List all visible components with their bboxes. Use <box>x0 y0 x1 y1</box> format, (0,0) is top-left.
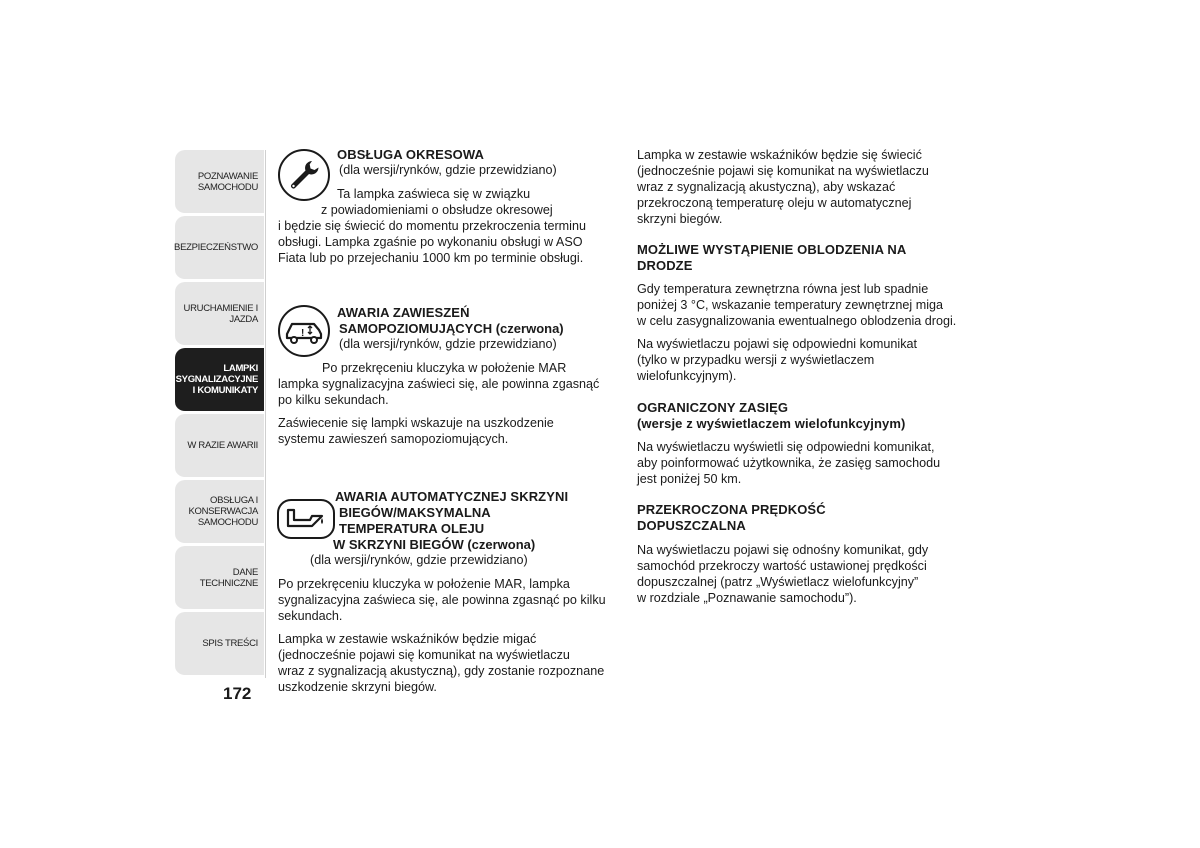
body-line: sygnalizacyjna zaświeca się, ale powinna zgasnąć po kilku <box>278 593 606 607</box>
body-line: wraz z sygnalizacją akustyczną), gdy zostanie rozpoznane <box>278 664 605 678</box>
tab-lampki-sygnalizacyjne[interactable] <box>175 348 264 412</box>
tab-label-line: URUCHAMIENIE I <box>183 302 258 314</box>
body-line: Ta lampka zaświeca się w związku <box>337 187 531 201</box>
tab-dane-techniczne[interactable] <box>175 546 264 610</box>
tab-bezpieczenstwo[interactable] <box>175 216 264 280</box>
body-line: Fiata lub po przejechaniu 1000 km po terminie obsługi. <box>278 251 584 265</box>
tab-label-line: SAMOCHODU <box>197 517 258 528</box>
body-line: Po przekręceniu kluczyka w położenie MAR, lampka <box>278 577 570 591</box>
body-line: z powiadomieniami o obsłudze okresowej <box>321 203 553 217</box>
section-subtitle: (dla wersji/rynków, gdzie przewidziano) <box>339 337 557 351</box>
body-line: Na wyświetlaczu pojawi się odnośny komunikat, gdy <box>637 543 929 557</box>
section-title: SAMOPOZIOMUJĄCYCH (czerwona) <box>339 321 564 336</box>
tab-label-line: BEZPIECZEŃSTWO <box>174 242 258 253</box>
body-line: Lampka w zestawie wskaźników będzie się świecić <box>637 148 922 162</box>
section-title: TEMPERATURA OLEJU <box>339 521 485 536</box>
body-line: skrzyni biegów. <box>637 212 723 226</box>
tab-label-line: OBSŁUGA I <box>210 495 258 506</box>
tab-label-line: SPIS TREŚCI <box>202 638 258 649</box>
body-line: i będzie się świecić do momentu przekroczenia terminu <box>278 219 586 233</box>
tab-label-line: DANE TECHNICZNE <box>199 566 258 589</box>
body-line: Zaświecenie się lampki wskazuje na uszkodzenie <box>278 416 554 430</box>
section-subtitle: (dla wersji/rynków, gdzie przewidziano) <box>339 163 557 177</box>
body-line: samochód przekroczy wartość ustawionej prędkości <box>637 559 927 573</box>
tab-label-line: W RAZIE AWARII <box>187 440 258 451</box>
body-line: w rozdziale „Poznawanie samochodu”). <box>637 591 857 605</box>
page-number: 172 <box>223 684 252 703</box>
body-line: po kilku sekundach. <box>278 393 389 407</box>
suspension-warning-icon <box>278 305 330 357</box>
body-line: Lampka w zestawie wskaźników będzie migać <box>278 632 537 646</box>
body-line: (tylko w przypadku wersji z wyświetlaczem <box>637 353 875 367</box>
section-title: AWARIA AUTOMATYCZNEJ SKRZYNI <box>335 489 569 504</box>
body-line: przekroczoną temperaturę oleju w automatycznej <box>637 196 912 210</box>
body-line: poniżej 3 °C, wskazanie temperatury zewnętrznej miga <box>637 298 944 312</box>
tab-label-line: JAZDA <box>229 313 258 325</box>
tab-label-line: SAMOCHODU <box>197 181 258 193</box>
section-title: AWARIA ZAWIESZEŃ <box>337 305 470 320</box>
section-title: BIEGÓW/MAKSYMALNA <box>339 505 491 520</box>
section-heading: (wersje z wyświetlaczem wielofunkcyjnym) <box>637 416 906 431</box>
body-line: jest poniżej 50 km. <box>637 472 742 486</box>
body-line: Po przekręceniu kluczyka w położenie MAR <box>322 361 567 375</box>
body-line: lampka sygnalizacyjna zaświeci się, ale powinna zgasnąć <box>278 377 600 391</box>
body-line: Na wyświetlaczu wyświetli się odpowiedni komunikat, <box>637 440 935 454</box>
body-line: (jednocześnie pojawi się komunikat na wyświetlaczu <box>637 164 929 178</box>
body-line: w celu zasygnalizowania ewentualnego oblodzenia drogi. <box>637 314 957 328</box>
tab-obsluga-i-konserwacja[interactable] <box>175 480 264 544</box>
body-line: obsługi. Lampka zgaśnie po wykonaniu obsługi w ASO <box>278 235 583 249</box>
body-line: Na wyświetlaczu pojawi się odpowiedni komunikat <box>637 337 917 351</box>
tab-label-line: POZNAWANIE <box>197 170 258 182</box>
section-heading: PRZEKROCZONA PRĘDKOŚĆ <box>637 502 826 517</box>
wrench-icon <box>278 149 330 201</box>
body-line: Gdy temperatura zewnętrzna równa jest lub spadnie <box>637 282 929 296</box>
section-heading: DRODZE <box>637 258 693 273</box>
body-line: sekundach. <box>278 609 343 623</box>
body-line: wraz z sygnalizacją akustyczną), aby wskazać <box>637 180 896 194</box>
svg-text:!: ! <box>301 328 305 339</box>
tab-spis-tresci[interactable] <box>175 612 264 676</box>
sidebar-divider <box>265 150 266 678</box>
section-heading: MOŻLIWE WYSTĄPIENIE OBLODZENIA NA <box>637 242 907 257</box>
section-heading: DOPUSZCZALNA <box>637 518 746 533</box>
section-heading: OGRANICZONY ZASIĘG <box>637 400 789 415</box>
body-line: wielofunkcyjnym). <box>637 369 737 383</box>
body-line: systemu zawieszeń samopoziomujących. <box>278 432 509 446</box>
tab-label-line: SYGNALIZACYJNE <box>175 374 258 385</box>
tab-poznawanie-samochodu[interactable] <box>175 150 264 214</box>
tab-label-line: LAMPKI <box>223 363 258 374</box>
body-line: (jednocześnie pojawi się komunikat na wyświetlaczu <box>278 648 570 662</box>
tab-uruchamienie-i-jazda[interactable] <box>175 282 264 346</box>
section-title: W SKRZYNI BIEGÓW (czerwona) <box>333 537 536 552</box>
tab-label-line: I KOMUNIKATY <box>192 385 258 396</box>
body-line: aby poinformować użytkownika, że zasięg samochodu <box>637 456 941 470</box>
body-line: dopuszczalnej (patrz „Wyświetlacz wielofunkcyjny” <box>637 575 919 589</box>
section-subtitle: (dla wersji/rynków, gdzie przewidziano) <box>310 553 528 567</box>
section-title: OBSŁUGA OKRESOWA <box>337 147 485 162</box>
tab-label-line: KONSERWACJA <box>188 506 258 517</box>
tab-w-razie-awarii[interactable] <box>175 414 264 478</box>
body-line: uszkodzenie skrzyni biegów. <box>278 680 437 694</box>
gearbox-oil-temp-icon <box>277 499 335 539</box>
